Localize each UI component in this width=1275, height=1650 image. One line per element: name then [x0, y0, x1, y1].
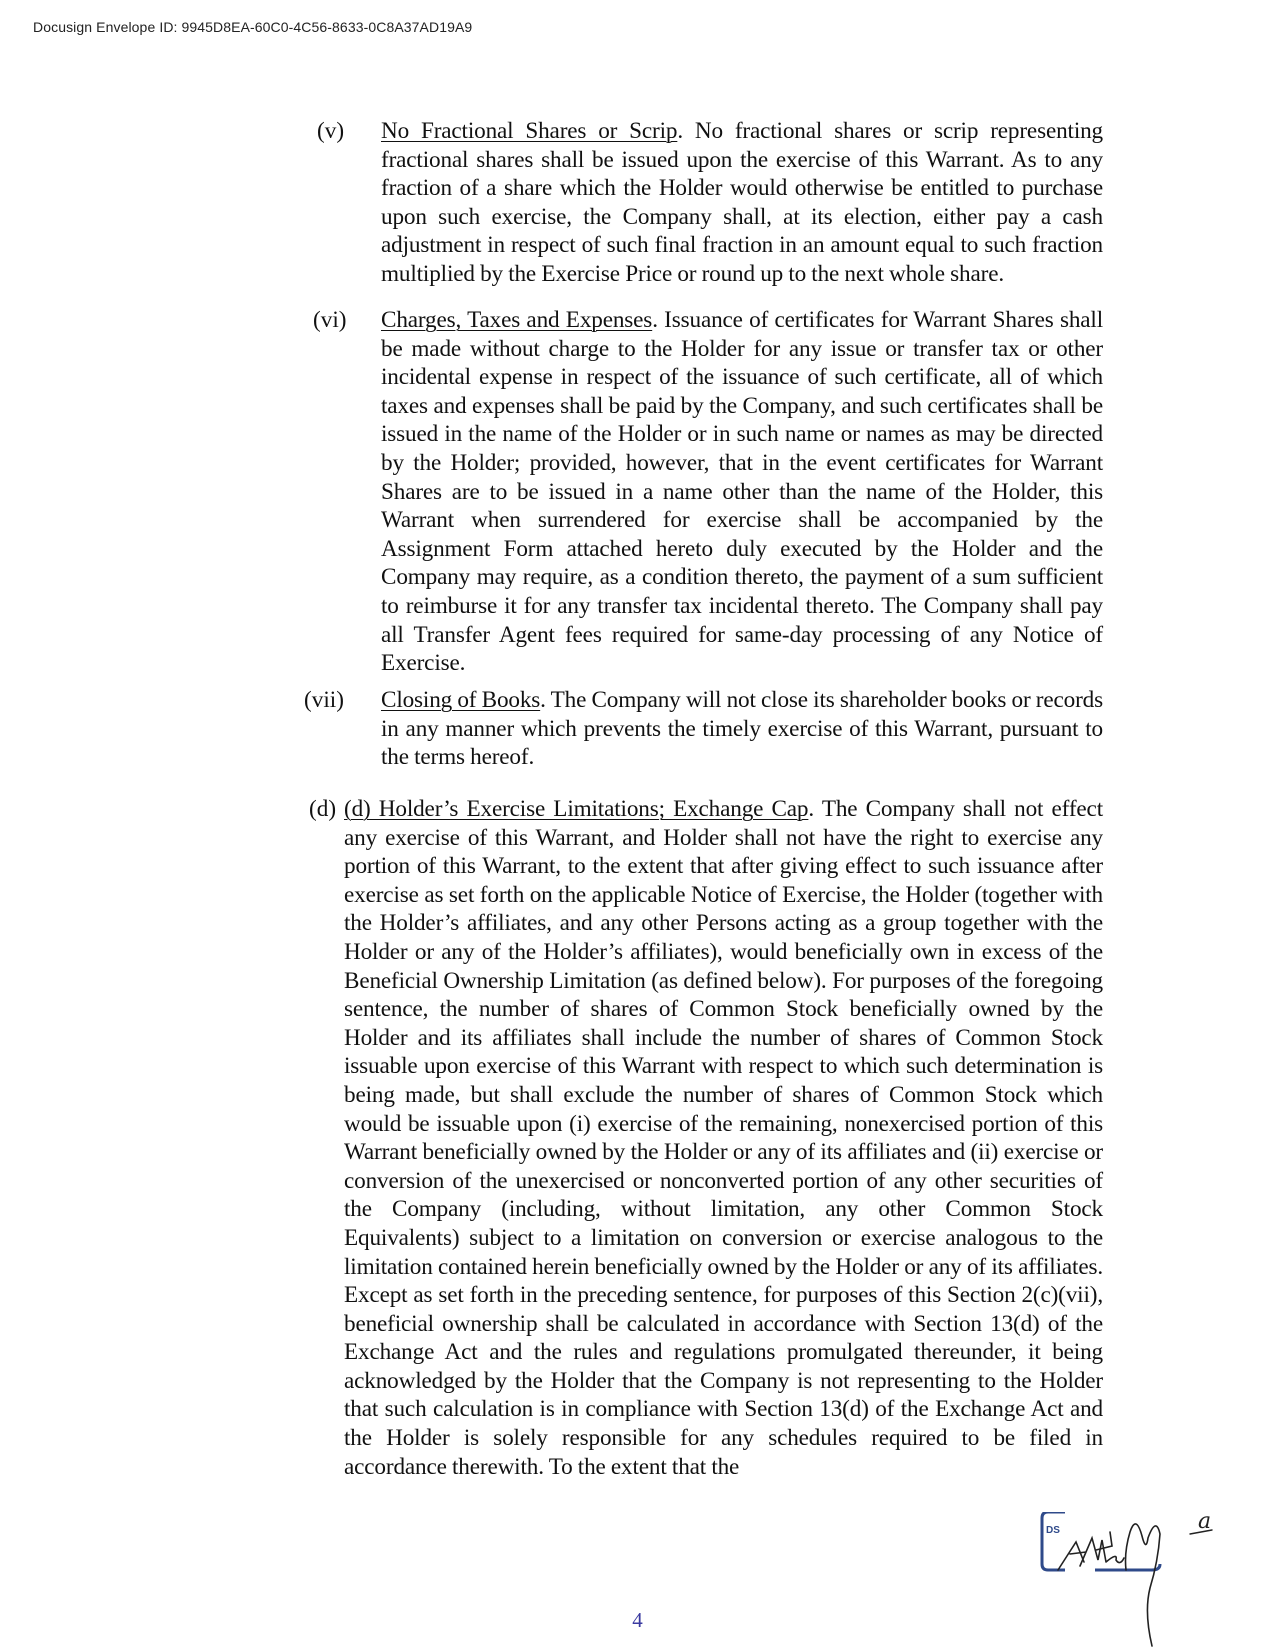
- section-vii-paragraph: [381, 686, 1103, 772]
- section-v-heading: No Fractional Shares or Scrip: [381, 118, 678, 144]
- page-number: 4: [632, 1608, 643, 1632]
- section-number-v: (v): [317, 118, 345, 144]
- section-number-vi: (vi): [313, 307, 347, 333]
- ds-tag: DS: [1046, 1525, 1060, 1536]
- section-number-vii: (vii): [304, 687, 344, 713]
- section-d-body: . The Company shall not effect any exercise of this Warrant, and Holder shall not have the right to exercise any portion of this Warrant, to the extent that after giving effect to such issuance after exercise as set forth on the applicable Notice of Exercise, the Holder (together with the Holder’s affiliates, and any other Persons acting as a group together with the Holder or any of the Holder’s affiliates), would beneficially own in excess of the Beneficial Ownership Limitation (as defined below). For purposes of the foregoing sentence, the number of shares of Common Stock beneficially owned by the Holder and its affiliates shall include the number of shares of Common Stock issuable upon exercise of this Warrant with respect to which such determination is being made, but shall exclude the number of shares of Common Stock which would be issuable upon (i) exercise of the remaining, nonexercised portion of this Warrant beneficially owned by the Holder or any of its affiliates and (ii) exercise or conversion of the unexercised or nonconverted portion of any other securities of the Company (including, without limitation, any other Common Stock Equivalents) subject to a limitation on conversion or exercise analogous to the limitation contained herein beneficially owned by the Holder or any of its affiliates. Except as set forth in the preceding sentence, for purposes of this Section 2(c)(vii), beneficial ownership shall be calculated in accordance with Section 13(d) of the Exchange Act and the rules and regulations promulgated thereunder, it being acknowledged by the Holder that the Company is not representing to the Holder that such calculation is in compliance with Section 13(d) of the Exchange Act and the Holder is solely responsible for any schedules required to be filed in accordance therewith. To the extent that the: [344, 796, 1103, 1480]
- section-vii-heading: Closing of Books: [381, 687, 541, 713]
- section-vi-paragraph: [381, 306, 1103, 678]
- envelope-id: Docusign Envelope ID: 9945D8EA-60C0-4C56-8633-0C8A37AD19A9: [33, 19, 473, 35]
- initial-a: a: [1198, 1512, 1212, 1534]
- section-d-heading: (d) Holder’s Exercise Limitations; Exchange Cap: [344, 796, 809, 822]
- section-vii-body: . The Company will not close its shareholder books or records in any manner which prevents the timely exercise of this Warrant, pursuant to the terms hereof.: [381, 687, 1104, 771]
- section-number-d: (d): [309, 796, 337, 822]
- section-v-paragraph: [381, 117, 1103, 289]
- section-d-paragraph: [344, 795, 1103, 1481]
- section-vi-body: . Issuance of certificates for Warrant Shares shall be made without charge to the Holder for any issue or transfer tax or other incidental expense in respect of the issuance of such certificate, all of which taxes and expenses shall be paid by the Company, and such certificates shall be issued in the name of the Holder or in such name or names as may be directed by the Holder; provided, however, that in the event certificates for Warrant Shares are to be issued in a name other than the name of the Holder, this Warrant when surrendered for exercise shall be accompanied by the Assignment Form attached hereto duly executed by the Holder and the Company may require, as a condition thereto, the payment of a sum sufficient to reimburse it for any transfer tax incidental thereto. The Company shall pay all Transfer Agent fees required for same-day processing of any Notice of Exercise.: [381, 307, 1103, 677]
- section-vi-heading: Charges, Taxes and Expenses: [381, 307, 653, 333]
- docusign-initials-signature: [1040, 1512, 1255, 1650]
- section-v-body: . No fractional shares or scrip representing fractional shares shall be issued upon the exercise of this Warrant. As to any fraction of a share which the Holder would otherwise be entitled to purchase upon such exercise, the Company shall, at its election, either pay a cash adjustment in respect of such final fraction in an amount equal to such fraction multiplied by the Exercise Price or round up to the next whole share.: [381, 118, 1103, 287]
